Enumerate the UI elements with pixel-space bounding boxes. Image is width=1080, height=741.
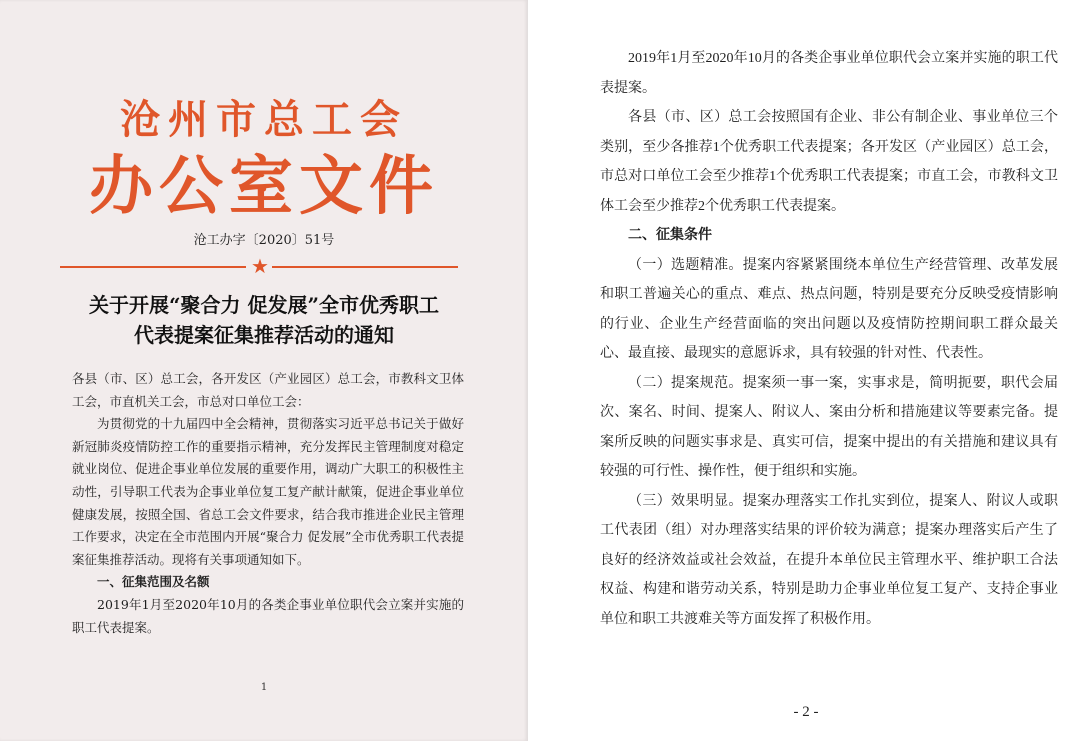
notice-title-line2: 代表提案征集推荐活动的通知 [134, 323, 394, 347]
doc-title: 办公室文件 [89, 149, 439, 224]
notice-title [40, 290, 488, 350]
section-1-title: 一、征集范围及名额 [97, 574, 210, 590]
page-2-number: - 2 - [793, 704, 819, 720]
red-divider-right [272, 266, 458, 268]
condition-item-2: （二）提案规范。提案须一事一案，实事求是，简明扼要，职代会届次、案名、时间、提案人、附议人、案由分析和措施建议等要素完备。提案所反映的问题实事求是、真实可信，提案中提出的有关措施和建议具有较强的可行性、操作性，便于组织和实施。 [600, 375, 1058, 479]
star-icon: ★ [251, 254, 269, 278]
section-2-title: 二、征集条件 [628, 228, 712, 243]
page-1-body [72, 368, 464, 639]
intro-paragraph: 为贯彻党的十九届四中全会精神，贯彻落实习近平总书记关于做好新冠肺炎疫情防控工作的重要指示精神，充分发挥民主管理制度对稳定就业岗位、促进企事业单位发展的重要作用，调动广大职工的积极性主动性，引导职工代表为企事业单位复工复产献计献策，促进企事业单位健康发展，按照全国、省总工会文件要求，结合我市推进企业民主管理工作要求，决定在全市范围内开展“聚合力 促发展”全市优秀职工代表提案征集推荐活动。现将有关事项通知如下。 [72, 416, 464, 567]
doc-number: 沧工办字〔2020〕51号 [193, 233, 335, 248]
notice-title-line1: 关于开展“聚合力 促发展”全市优秀职工 [89, 293, 439, 317]
page-2-body [600, 44, 1058, 634]
page-1-number: 1 [260, 682, 268, 693]
red-divider-left [60, 266, 246, 268]
addressee: 各县（市、区）总工会，各开发区（产业园区）总工会，市教科文卫体工会，市直机关工会，市总对口单位工会： [72, 371, 464, 409]
page-2-paragraph-1: 2019年1月至2020年10月的各类企事业单位职代会立案并实施的职工代表提案。 [600, 51, 1058, 96]
page-2-paragraph-2: 各县（市、区）总工会按照国有企业、非公有制企业、事业单位三个类别，至少各推荐1个优秀职工代表提案；各开发区（产业园区）总工会，市总对口单位工会至少推荐1个优秀职工代表提案；市直工会，市教科文卫体工会至少推荐2个优秀职工代表提案。 [600, 110, 1058, 214]
org-title: 沧州市总工会 [120, 96, 408, 143]
page-1 [0, 0, 528, 741]
condition-item-1: （一）选题精准。提案内容紧紧围绕本单位生产经营管理、改革发展和职工普遍关心的重点、难点、热点问题，特别是要充分反映受疫情影响的行业、企业生产经营面临的突出问题以及疫情防控期间职工群众最关心、最直接、最现实的意愿诉求，具有较强的针对性、代表性。 [600, 257, 1058, 361]
section-1-paragraph: 2019年1月至2020年10月的各类企事业单位职代会立案并实施的职工代表提案。 [72, 596, 464, 635]
condition-item-3: （三）效果明显。提案办理落实工作扎实到位，提案人、附议人或职工代表团（组）对办理落实结果的评价较为满意；提案办理落实后产生了良好的经济效益或社会效益，在提升本单位民主管理水平、维护职工合法权益、构建和谐劳动关系，特别是助力企事业单位复工复产、支持企事业单位和职工共渡难关等方面发挥了积极作用。 [600, 493, 1058, 627]
